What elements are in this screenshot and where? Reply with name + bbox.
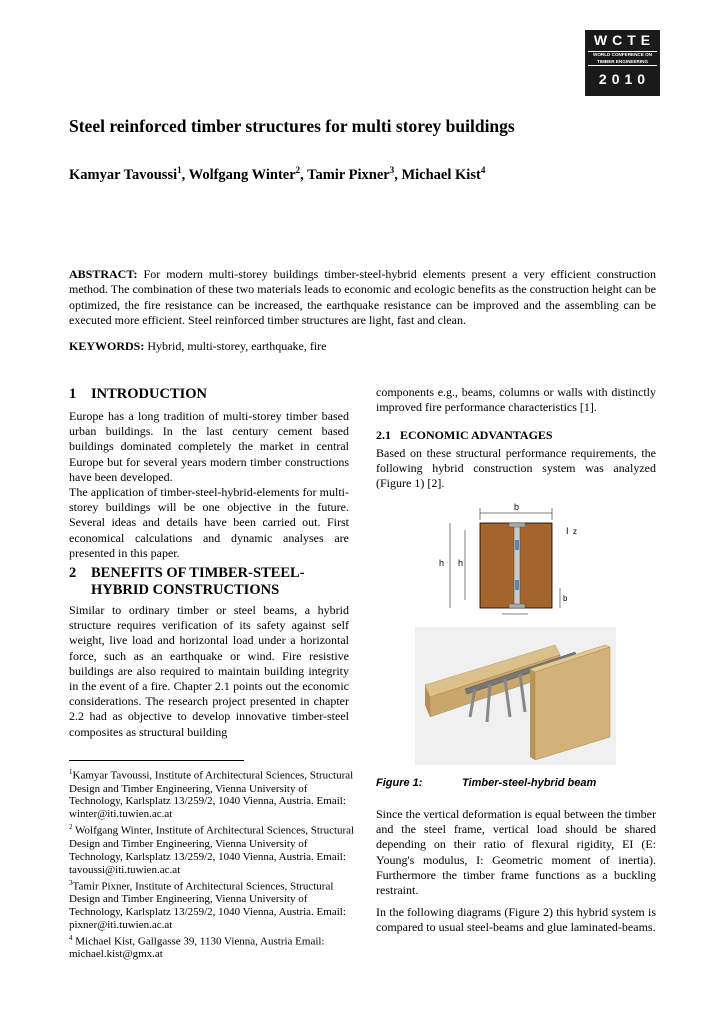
second-beam-end (530, 669, 535, 760)
section-title: BENEFITS OF TIMBER-STEEL-HYBRID CONSTRUCTIONS (91, 565, 305, 598)
subsection-heading (376, 428, 553, 443)
abstract (69, 267, 656, 329)
dim-z: z (573, 527, 577, 536)
wcte-logo (585, 30, 660, 96)
right-col-intro: components e.g., beams, columns or walls with distinctly improved fire performance characteristics [1]. (376, 385, 656, 415)
author-name: Wolfgang Winter (188, 166, 296, 183)
section-title: INTRODUCTION (91, 386, 208, 402)
right-col-paragraph: Since the vertical deformation is equal between the timber and the steel frame, vertical load should be shared depending on their ratio of flexural rigidity, EI (E: Young's modulus, I: Geometric moment of inertia). Furthermore the timber frame functions as a buckling restraint. (376, 807, 656, 898)
footnote-rule (69, 760, 244, 761)
logo-top: WCTE (593, 32, 656, 48)
footnote-text: Michael Kist, Gallgasse 39, 1130 Vienna, Austria Email: michael.kist@gmx.at (69, 935, 325, 961)
abstract-label: ABSTRACT: (69, 267, 138, 281)
connector (515, 540, 519, 550)
dim-h-sub: h (458, 558, 464, 568)
keywords (69, 339, 327, 354)
keywords-text: Hybrid, multi-storey, earthquake, fire (147, 339, 327, 353)
figure-title: Timber-steel-hybrid beam (462, 777, 597, 789)
beam-3d-render (415, 627, 616, 765)
footnote (69, 821, 359, 876)
figure-caption (376, 777, 597, 789)
section-number: 2 (69, 565, 77, 581)
author-list: Kamyar Tavoussi$^1$, Wolfgang Winter$^2$, Tamir Pixner$^3$, Michael Kist$^4$ (69, 165, 486, 183)
paragraph: Europe has a long tradition of multi-storey timber based urban buildings. In the last century cement based buildings dominated completely the market in central Europe but for several years modern timber constructions have been developed. (69, 409, 349, 484)
right-col-paragraph: In the following diagrams (Figure 2) this hybrid system is compared to usual steel-beams and glue laminated-beams. (376, 905, 656, 935)
dim-i: I (566, 526, 569, 536)
steel-bottom-flange (509, 604, 525, 608)
author-name: Michael Kist (401, 166, 481, 183)
steel-top-flange (509, 523, 525, 527)
keywords-label: KEYWORDS: (69, 339, 145, 353)
author-name: Kamyar Tavoussi (69, 166, 178, 183)
footnote-text: Tamir Pixner, Institute of Architectural Sciences, Structural Design and Timber Engineering, Vienna University of Technology, Karlsplatz 13/259/2, 1040 Vienna, Austria. Email: pixner@iti.tuwien.ac.at (69, 880, 346, 931)
paper-title: Steel reinforced timber structures for multi storey buildings (69, 116, 515, 136)
author-sup: 3 (389, 165, 395, 175)
footnote (69, 932, 359, 961)
footnotes (69, 766, 359, 961)
abstract-text: For modern multi-storey buildings timber-steel-hybrid elements present a very efficient construction method. The combination of these two materials leads to economic and ecologic benefits as the construction height can be optimized, the fire resistance can be increased, the earthquake resistance can be improved and the assembling can be executed more efficient. Steel reinforced timber structures are light, fast and clean. (69, 267, 656, 328)
author-name: Tamir Pixner (307, 166, 390, 183)
section-2-body (69, 603, 349, 740)
subsection-title: ECONOMIC ADVANTAGES (400, 428, 553, 442)
author-sup: 2 (295, 165, 301, 175)
footnote (69, 877, 359, 932)
dim-b-sub: b (563, 594, 568, 603)
paragraph: The application of timber-steel-hybrid-elements for multi-storey buildings will be one objective in the future. Several ideas and details have been carried out. First economical calculations and dynamic analyses are presented in this paper. (69, 485, 349, 560)
connector (515, 580, 519, 590)
footnote-sup: 4 (69, 933, 73, 942)
subsection-number: 2.1 (376, 428, 391, 442)
footnote-sup: 2 (69, 823, 73, 832)
cross-section-diagram (430, 500, 600, 630)
steel-web (514, 523, 520, 608)
dim-h: h (439, 558, 445, 568)
footnote-sup: 3 (69, 878, 73, 887)
footnote-sup: 1 (69, 768, 73, 776)
section-1-heading (69, 386, 207, 403)
logo-year: 2010 (598, 71, 651, 87)
footnote-text: Kamyar Tavoussi, Institute of Architectural Sciences, Structural Design and Timber Engineering, Vienna University of Technology, Karlsplatz 13/259/2, 1040 Vienna, Austria. Email: winter@iti.tuwien.ac.at (69, 769, 354, 821)
section-1-body (69, 409, 349, 561)
paragraph: Similar to ordinary timber or steel beams, a hybrid structure requires verification of its safety against self weight, live load and horizontal load under a horizontal force, such as an earthquake or wind. Fire resistive buildings are also required to maintain building integrity in the event of a fire. Chapter 2.1 points out the economic considerations. The research project presented in chapter 2.2 had as objective to develop innovative timber-steel composites as structural building (69, 603, 349, 739)
logo-middle: WORLD CONFERENCE ON TIMBER ENGINEERING (588, 51, 657, 66)
footnote-text: Wolfgang Winter, Institute of Architectural Sciences, Structural Design and Timber Engineering, Vienna University of Technology, Karlsplatz 13/259/2, 1040 Vienna, Austria. Email: tavoussi@iti.tuwien.ac.at (69, 824, 355, 876)
section-number: 1 (69, 386, 77, 402)
author-sup: 4 (480, 165, 486, 175)
footnote (69, 766, 359, 821)
dim-b: b (514, 502, 520, 512)
author-sup: 1 (177, 165, 182, 175)
subsection-paragraph: Based on these structural performance requirements, the following hybrid construction system was analyzed (Figure 1) [2]. (376, 446, 656, 491)
section-2-heading (69, 565, 349, 599)
figure-label: Figure 1: (376, 777, 423, 789)
